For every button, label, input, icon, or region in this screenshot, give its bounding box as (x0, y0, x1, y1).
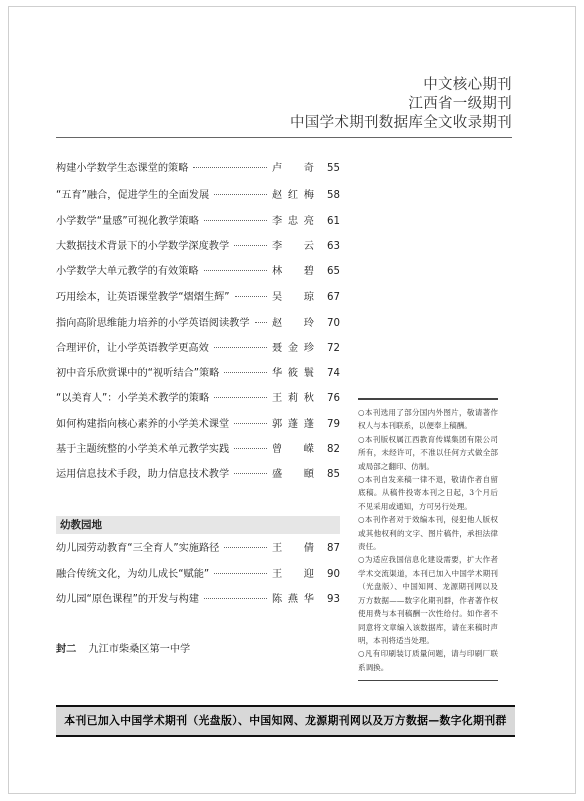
toc-page: 58 (327, 190, 340, 201)
toc-author: 华筱鬟 (272, 368, 314, 379)
toc-page: 70 (327, 318, 340, 329)
toc-page: 87 (327, 543, 340, 554)
header-line: 江西省一级期刊 (408, 96, 512, 112)
toc-entry[interactable] (56, 238, 340, 256)
toc-entry[interactable] (56, 566, 340, 584)
toc-page: 85 (327, 469, 340, 480)
toc-author: 聂金珍 (272, 343, 314, 354)
toc-title: 小学数学“量感”可视化教学策略 (56, 216, 199, 227)
header-rule (56, 137, 512, 138)
dot-leader (234, 245, 267, 246)
toc-title: 大数据技术背景下的小学数学深度教学 (56, 241, 230, 252)
toc-title: 小学数学大单元教学的有效策略 (56, 266, 199, 277)
toc-page: 67 (327, 292, 340, 303)
toc-author: 郭蓬蓬 (272, 419, 314, 430)
header-line: 中国学术期刊数据库全文收录期刊 (290, 115, 512, 131)
toc-title: “五育”融合，促进学生的全面发展 (56, 190, 210, 201)
journal-header (290, 76, 512, 133)
toc-author: 王倩 (272, 543, 314, 554)
toc-entry[interactable] (56, 315, 340, 333)
toc-entry[interactable] (56, 441, 340, 459)
toc-entry[interactable] (56, 340, 340, 358)
toc-title: 合理评价，让小学英语教学更高效 (56, 343, 209, 354)
dot-leader (214, 347, 267, 348)
toc-author: 林碧 (272, 266, 314, 277)
cover-credit (56, 641, 190, 659)
dot-leader (235, 296, 267, 297)
toc-page: 55 (327, 163, 340, 174)
cover-label: 封二 (56, 644, 77, 655)
toc-author: 王迎 (272, 569, 314, 580)
dot-leader (224, 547, 267, 548)
toc-entry[interactable] (56, 187, 340, 205)
toc-page: 76 (327, 393, 340, 404)
dot-leader (204, 220, 267, 221)
toc-entry[interactable] (56, 263, 340, 281)
toc-title: 幼儿园“原色课程”的开发与构建 (56, 594, 199, 605)
toc-entry[interactable] (56, 416, 340, 434)
toc-entry[interactable] (56, 365, 340, 383)
toc-entry[interactable] (56, 160, 340, 178)
notice-paragraph: ○凡有印刷装订质量问题，请与印刷厂联系调换。 (358, 649, 498, 672)
dot-leader (234, 448, 267, 449)
dot-leader (214, 194, 267, 195)
notice-paragraph: ○本刊自发来稿一律不退，敬请作者自留底稿。从稿件投寄本刊之日起，3个月后不见采用或通知，方可另行处理。 (358, 475, 498, 511)
notice-paragraph: ○本刊选用了部分国内外图片，敬请著作权人与本刊联系，以便奉上稿酬。 (358, 408, 498, 431)
database-banner: 本刊已加入中国学术期刊（光盘版）、中国知网、龙源期刊网以及万方数据—数字化期刊群 (56, 705, 515, 737)
toc-entry[interactable] (56, 289, 340, 307)
notice-paragraph: ○本刊版权属江西教育传媒集团有限公司所有，未经许可，不准以任何方式做全部或局部之翻印、仿制。 (358, 434, 498, 471)
toc-title: 初中音乐欣赏课中的“视听结合”策略 (56, 368, 220, 379)
toc-title: 巧用绘本，让英语课堂教学“熠熠生辉” (56, 292, 230, 303)
dot-leader (214, 397, 267, 398)
notice-sidebar (358, 398, 498, 681)
toc-page: 63 (327, 241, 340, 252)
toc-author: 李忠亮 (272, 216, 314, 227)
toc-title: 运用信息技术手段，助力信息技术教学 (56, 469, 230, 480)
toc-page: 93 (327, 594, 340, 605)
toc-author: 吴琼 (272, 292, 314, 303)
toc-entry[interactable] (56, 466, 340, 484)
toc-title: 如何构建指向核心素养的小学美术课堂 (56, 419, 230, 430)
dot-leader (204, 270, 267, 271)
toc-author: 王莉秋 (272, 393, 314, 404)
toc-title: 基于主题统整的小学美术单元教学实践 (56, 444, 230, 455)
toc-title: “以美育人”：小学美术教学的策略 (56, 393, 210, 404)
toc-page: 74 (327, 368, 340, 379)
toc-author: 卢奇 (272, 163, 314, 174)
toc-page: 72 (327, 343, 340, 354)
toc-page: 79 (327, 419, 340, 430)
toc-page: 61 (327, 216, 340, 227)
dot-leader (193, 167, 267, 168)
section-heading: 幼教园地 (56, 516, 340, 534)
toc-author: 赵红梅 (272, 190, 314, 201)
notice-paragraph: ○本刊作者对于效编本刊，侵犯他人版权或其他权利的文字、图片稿件，承担法律责任。 (358, 515, 498, 552)
toc-author: 曾嵘 (272, 444, 314, 455)
notice-paragraph: ○为适应我国信息化建设需要，扩大作者学术交流渠道，本刊已加入中国学术期刊（光盘版）、中国知网、龙源期刊网以及万方数据——数字化期刊群，作者著作权使用费与本刊稿酬一次性给付。如作者不同意将文章编入该数据库，请在来稿时声明，本刊将适当处理。 (358, 555, 498, 645)
toc-title: 指向高阶思维能力培养的小学英语阅读教学 (56, 318, 250, 329)
dot-leader (224, 372, 267, 373)
toc-page: 65 (327, 266, 340, 277)
dot-leader (204, 598, 267, 599)
dot-leader (255, 322, 267, 323)
toc-entry[interactable] (56, 390, 340, 408)
toc-author: 陈燕华 (272, 594, 314, 605)
dot-leader (234, 473, 267, 474)
toc-entry[interactable] (56, 213, 340, 231)
cover-text: 九江市柴桑区第一中学 (88, 644, 191, 655)
toc-page: 82 (327, 444, 340, 455)
toc-title: 构建小学数学生态课堂的策略 (56, 163, 189, 174)
toc-title: 幼儿园劳动教育“三全育人”实施路径 (56, 543, 220, 554)
toc-author: 盛頤 (272, 469, 314, 480)
dot-leader (234, 423, 267, 424)
dot-leader (214, 573, 267, 574)
toc-author: 李云 (272, 241, 314, 252)
toc-entry[interactable] (56, 591, 340, 609)
toc-page: 90 (327, 569, 340, 580)
toc-author: 赵玲 (272, 318, 314, 329)
header-line: 中文核心期刊 (423, 77, 512, 93)
toc-title: 融合传统文化，为幼儿成长“赋能” (56, 569, 210, 580)
toc-entry[interactable] (56, 540, 340, 558)
